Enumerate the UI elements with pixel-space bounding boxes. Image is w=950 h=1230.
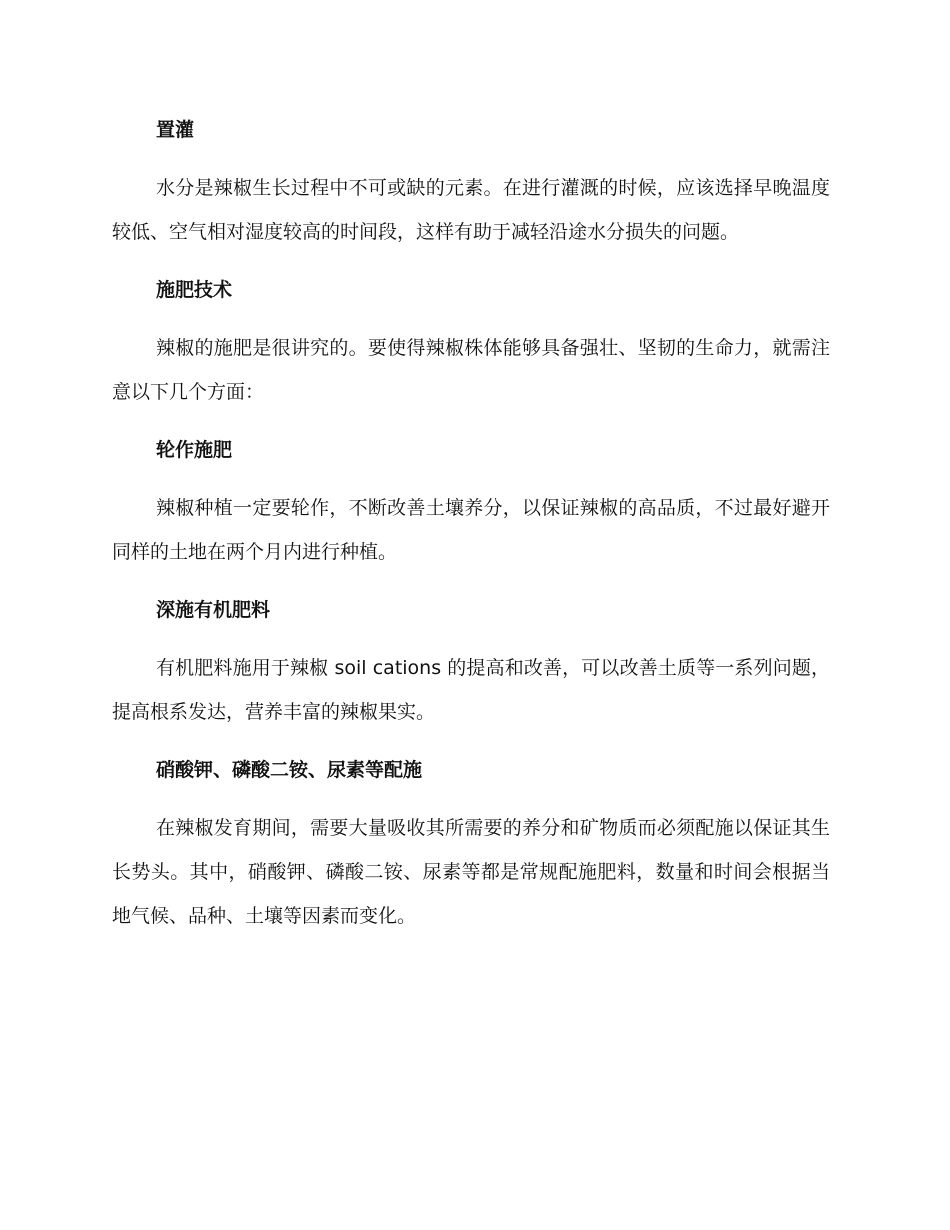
section-combined-fertilizers xyxy=(112,748,830,938)
section-heading: 深施有机肥料 xyxy=(156,599,271,621)
section-heading: 施肥技术 xyxy=(156,279,233,301)
section-paragraph: 在辣椒发育期间，需要大量吸收其所需要的养分和矿物质而必须配施以保证其生长势头。其中，硝酸钾、磷酸二铵、尿素等都是常规配施肥料，数量和时间会根据当地气候、品种、土壤等因素而变化。 xyxy=(112,817,830,927)
section-paragraph: 有机肥料施用于辣椒 soil cations 的提高和改善，可以改善土质等一系列问题，提高根系发达，营养丰富的辣椒果实。 xyxy=(112,657,830,723)
section-heading: 置灌 xyxy=(156,119,195,141)
section-paragraph: 辣椒的施肥是很讲究的。要使得辣椒株体能够具备强壮、坚韧的生命力，就需注意以下几个方面： xyxy=(112,337,830,403)
section-irrigation xyxy=(112,108,830,254)
section-fertilization-technique xyxy=(112,268,830,414)
section-paragraph: 水分是辣椒生长过程中不可或缺的元素。在进行灌溉的时候，应该选择早晚温度较低、空气相对湿度较高的时间段，这样有助于减轻沿途水分损失的问题。 xyxy=(112,177,830,243)
section-heading: 轮作施肥 xyxy=(156,439,233,461)
section-rotation-fertilization xyxy=(112,428,830,574)
section-organic-fertilizer xyxy=(112,588,830,734)
document-body xyxy=(112,108,830,952)
section-paragraph: 辣椒种植一定要轮作，不断改善土壤养分，以保证辣椒的高品质，不过最好避开同样的土地在两个月内进行种植。 xyxy=(112,497,830,563)
section-heading: 硝酸钾、磷酸二铵、尿素等配施 xyxy=(156,759,423,781)
